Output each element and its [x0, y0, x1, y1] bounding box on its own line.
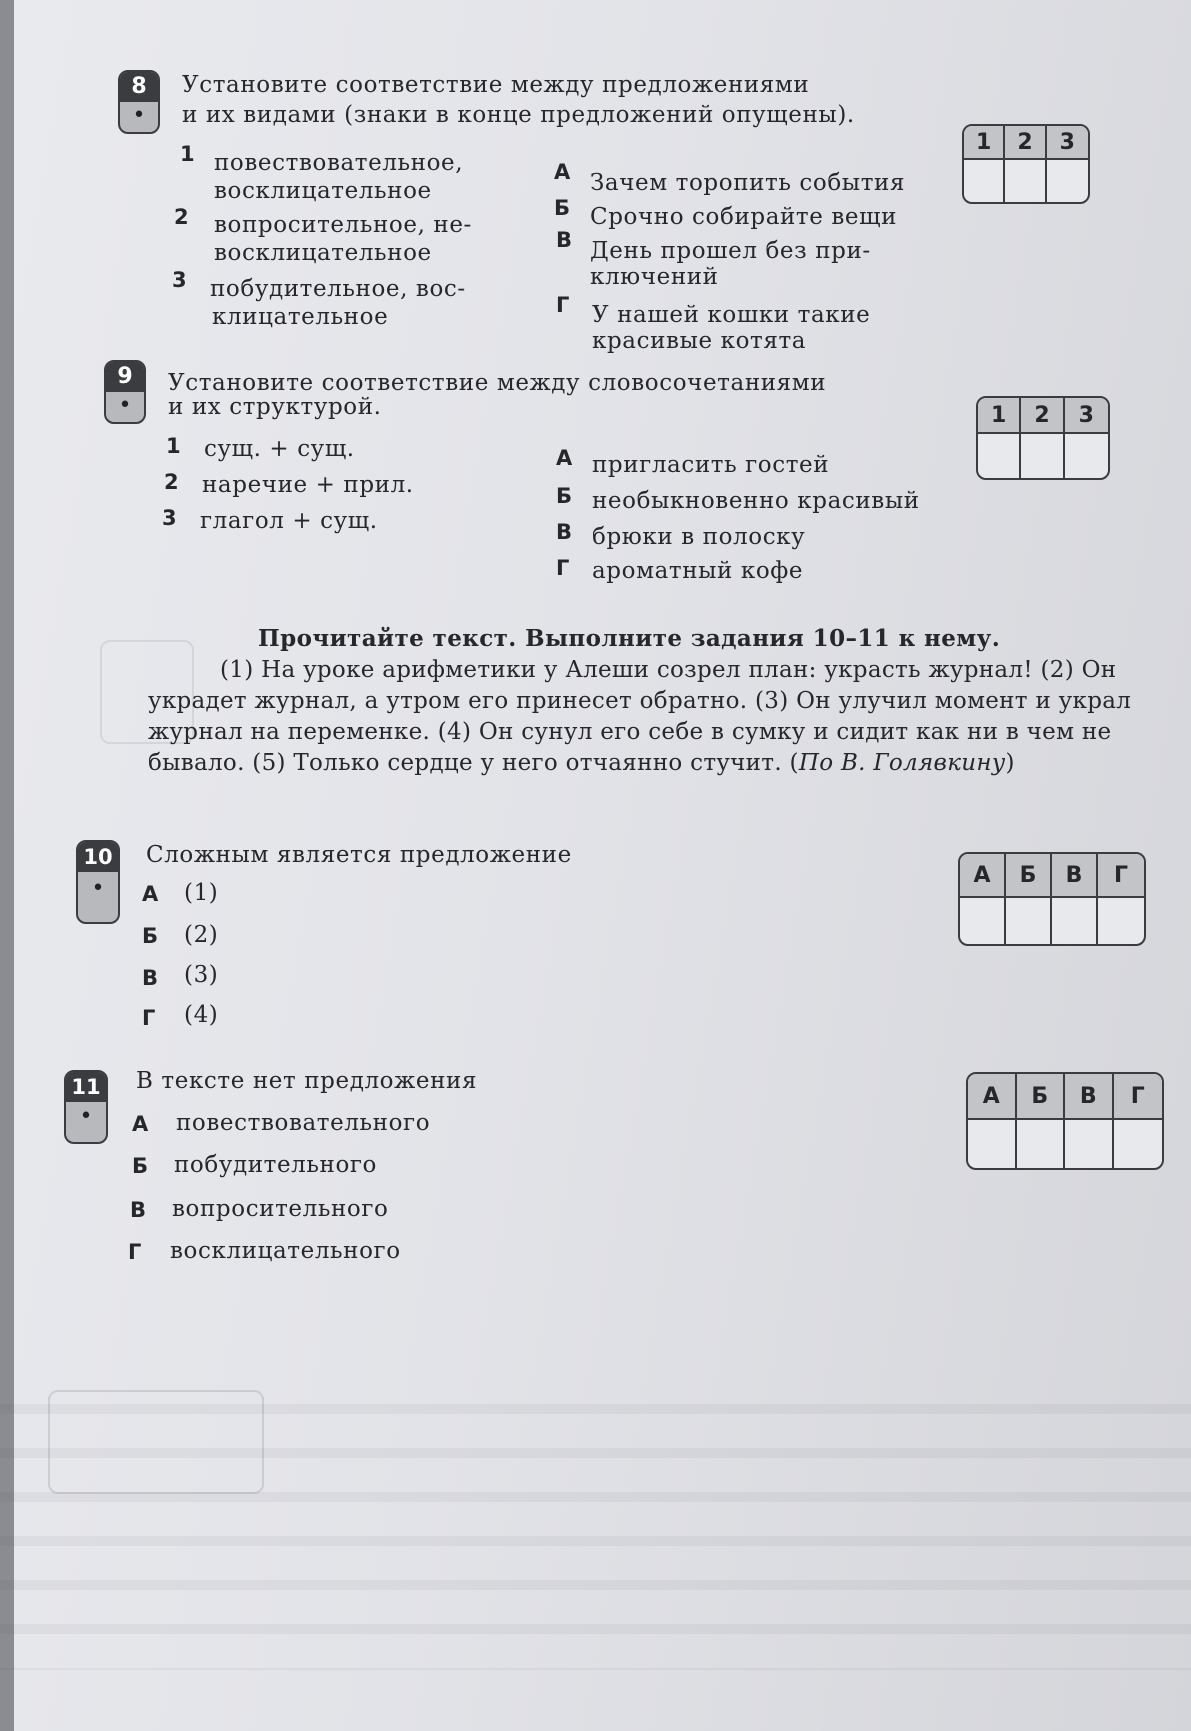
answer-header: А: [968, 1074, 1017, 1120]
option-letter: Г: [142, 1006, 156, 1030]
option-text: (3): [184, 962, 219, 988]
question-9-prompt-line1: Установите соответствие между словосочетаниями: [168, 370, 827, 396]
answer-cell[interactable]: [1047, 160, 1088, 202]
answer-header: 1: [978, 398, 1021, 434]
answer-header: В: [1052, 854, 1098, 898]
option-text: красивые котята: [592, 328, 807, 354]
option-letter: Б: [142, 924, 159, 948]
option-letter: А: [554, 160, 571, 184]
question-10-answer-grid: [958, 852, 1146, 946]
option-text: пригласить гостей: [592, 452, 830, 478]
question-9-prompt-line2: и их структурой.: [168, 394, 382, 420]
passage-author: По В. Голявкину: [798, 750, 1006, 776]
option-text: клицательное: [212, 304, 389, 330]
answer-header: В: [1065, 1074, 1114, 1120]
answer-cell[interactable]: [1065, 434, 1108, 478]
question-10-prompt: Сложным является предложение: [146, 842, 572, 868]
option-letter: Г: [128, 1240, 142, 1264]
answer-cell[interactable]: [960, 898, 1006, 944]
option-number: 1: [166, 434, 181, 458]
option-text: побудительное, вос-: [210, 276, 466, 302]
difficulty-dot: •: [132, 103, 146, 128]
option-text: повествовательного: [176, 1110, 431, 1136]
question-8-answer-grid: [962, 124, 1090, 204]
option-text: День прошел без при-: [590, 238, 871, 264]
option-text: (2): [184, 922, 219, 948]
answer-cell[interactable]: [1017, 1120, 1066, 1168]
option-text: наречие + прил.: [202, 472, 414, 498]
option-letter: А: [556, 446, 573, 470]
question-number: 9: [106, 362, 144, 392]
option-text: восклицательного: [170, 1238, 401, 1264]
option-letter: Б: [554, 196, 571, 220]
bleed-through-box: [48, 1390, 264, 1494]
answer-header: Г: [1098, 854, 1144, 898]
option-letter: В: [556, 228, 573, 252]
answer-cell[interactable]: [1021, 434, 1064, 478]
option-letter: А: [142, 882, 159, 906]
option-number: 3: [162, 506, 177, 530]
difficulty-dot: •: [91, 876, 105, 901]
option-letter: Б: [556, 484, 573, 508]
answer-cell[interactable]: [1005, 160, 1046, 202]
option-text: ключений: [590, 264, 719, 290]
option-letter: Б: [132, 1154, 149, 1178]
passage-text: (1) На уроке арифметики у Алеши созрел план: украсть журнал! (2) Он украдет журнал, а утром его принесет обратно. (3) Он улучил момент и украл журнал на переменке. (4) Он сунул его себе в сумку и сидит как ни в чем не бывало. (5) Только сердце у него отчаянно стучит. (: [148, 657, 1132, 776]
reading-instruction: Прочитайте текст. Выполните задания 10–11 к нему.: [258, 625, 1001, 652]
answer-header: 2: [1021, 398, 1064, 434]
question-9-answer-grid: [976, 396, 1110, 480]
option-text: вопросительное, не-: [214, 212, 472, 238]
answer-header: 1: [964, 126, 1005, 160]
option-text: вопросительного: [172, 1196, 389, 1222]
option-text: восклицательное: [214, 178, 432, 204]
answer-cell[interactable]: [1098, 898, 1144, 944]
option-letter: В: [556, 520, 573, 544]
option-number: 2: [164, 470, 179, 494]
answer-header: А: [960, 854, 1006, 898]
question-10-badge: [76, 840, 120, 924]
option-letter: В: [142, 966, 159, 990]
answer-cell[interactable]: [1052, 898, 1098, 944]
option-text: (4): [184, 1002, 219, 1028]
answer-header: 2: [1005, 126, 1046, 160]
option-number: 1: [180, 142, 195, 166]
answer-cell[interactable]: [964, 160, 1005, 202]
option-text: Зачем торопить события: [590, 170, 906, 196]
reading-passage: [148, 655, 1138, 779]
question-11-answer-grid: [966, 1072, 1164, 1170]
option-number: 3: [172, 268, 187, 292]
answer-header: 3: [1047, 126, 1088, 160]
question-9-badge: [104, 360, 146, 424]
option-text: У нашей кошки такие: [592, 302, 871, 328]
question-number: 10: [78, 842, 118, 872]
answer-cell[interactable]: [1006, 898, 1052, 944]
passage-close: ): [1005, 750, 1015, 776]
difficulty-dot: •: [79, 1104, 93, 1129]
option-number: 2: [174, 205, 189, 229]
difficulty-dot: •: [118, 393, 132, 418]
option-text: восклицательное: [214, 240, 432, 266]
option-text: (1): [184, 880, 219, 906]
answer-cell[interactable]: [968, 1120, 1017, 1168]
answer-header: Б: [1006, 854, 1052, 898]
option-text: глагол + сущ.: [200, 508, 378, 534]
option-text: брюки в полоску: [592, 524, 806, 550]
option-letter: Г: [556, 556, 570, 580]
question-8-badge: [118, 70, 160, 134]
option-letter: В: [130, 1198, 147, 1222]
option-letter: Г: [556, 293, 570, 317]
answer-cell[interactable]: [1114, 1120, 1163, 1168]
answer-cell[interactable]: [978, 434, 1021, 478]
question-11-badge: [64, 1070, 108, 1144]
answer-header: Б: [1017, 1074, 1066, 1120]
option-text: повествовательное,: [214, 150, 464, 176]
option-text: побудительного: [174, 1152, 377, 1178]
option-letter: А: [132, 1112, 149, 1136]
option-text: ароматный кофе: [592, 558, 804, 584]
question-11-prompt: В тексте нет предложения: [136, 1068, 478, 1094]
question-number: 8: [120, 72, 158, 102]
option-text: сущ. + сущ.: [204, 436, 355, 462]
question-number: 11: [66, 1072, 106, 1102]
question-8-prompt-line2: и их видами (знаки в конце предложений опущены).: [182, 102, 855, 128]
question-8-prompt-line1: Установите соответствие между предложениями: [182, 72, 810, 98]
answer-cell[interactable]: [1065, 1120, 1114, 1168]
answer-header: Г: [1114, 1074, 1163, 1120]
option-text: Срочно собирайте вещи: [590, 204, 898, 230]
answer-header: 3: [1065, 398, 1108, 434]
option-text: необыкновенно красивый: [592, 488, 920, 514]
